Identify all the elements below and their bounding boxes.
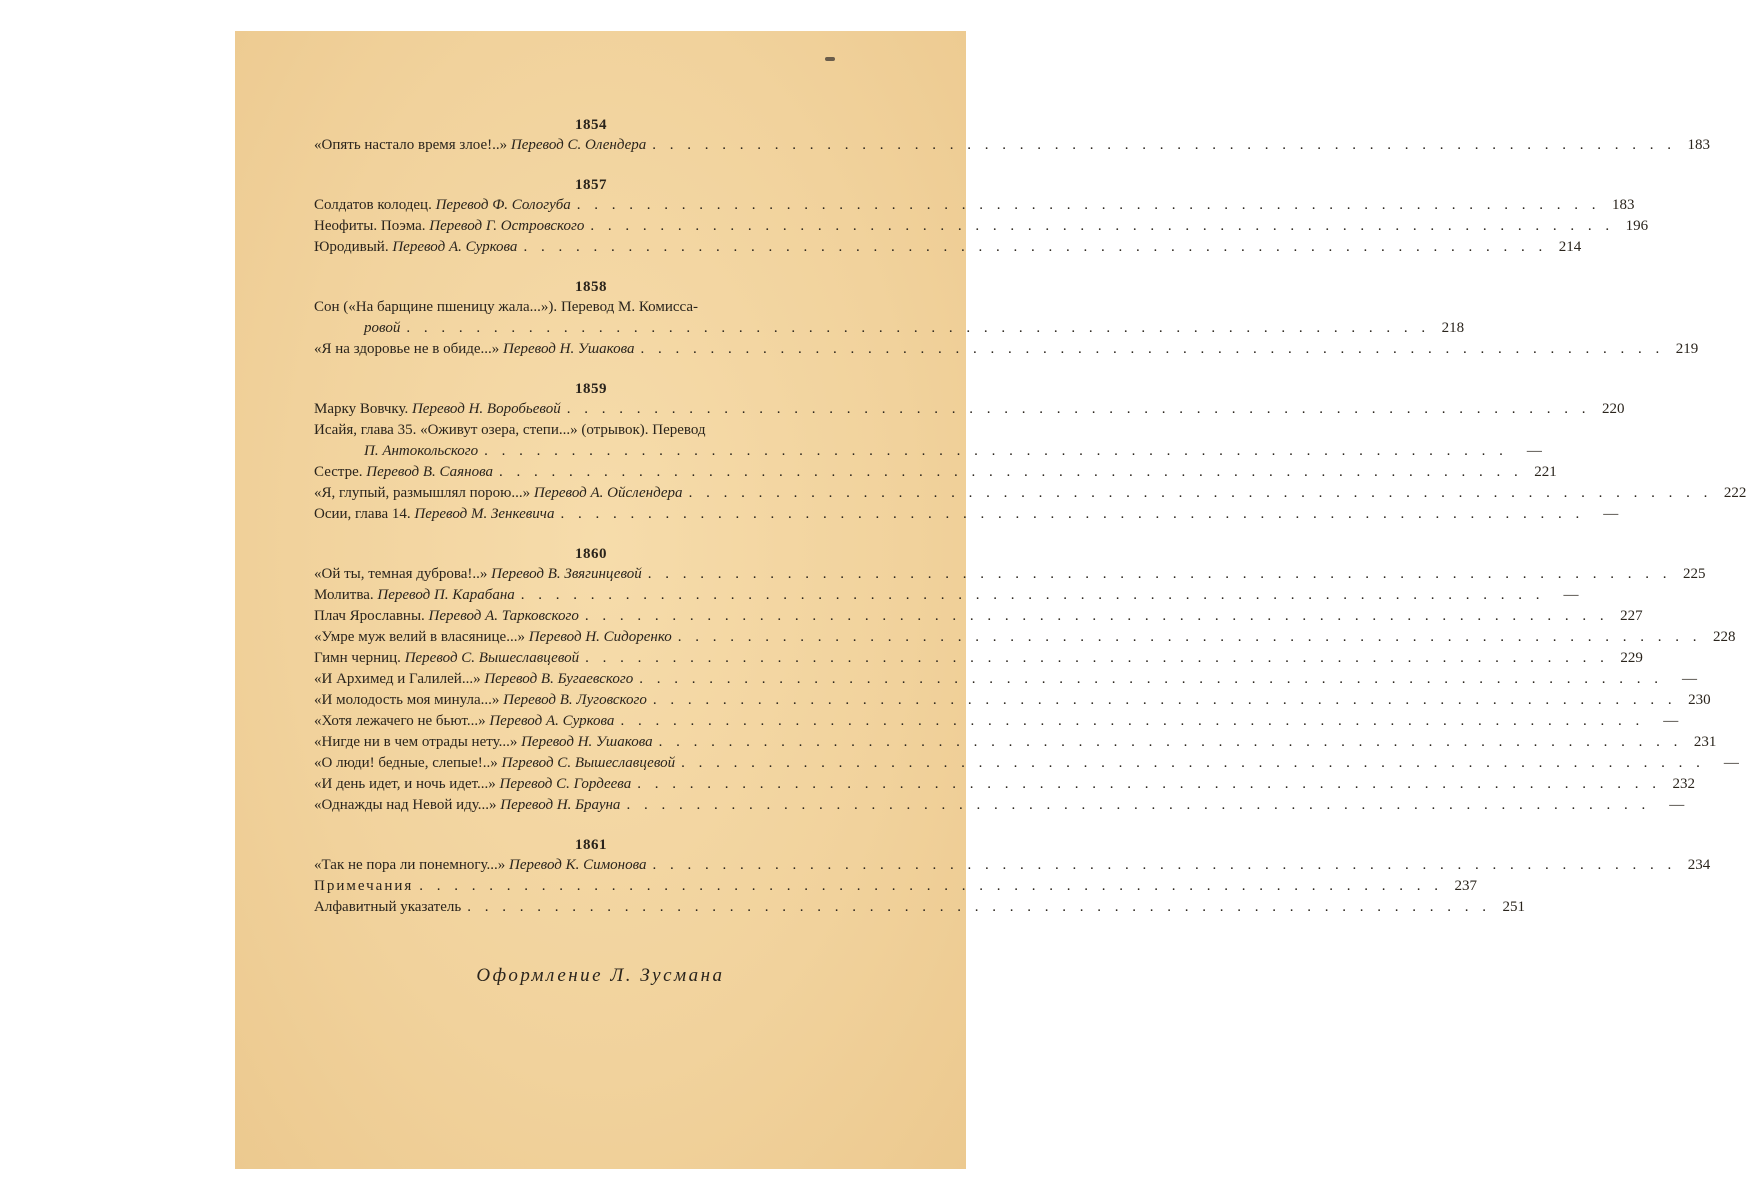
dot-leader: . . . . . . . . . . . . . . . . . . . . . . . . . . . . . . . . . . . . . . . . . . . . . . . . . . . . . . . . . . . (620, 713, 1645, 729)
page-number: 231 (1693, 734, 1717, 750)
entry-title: «И молодость моя минула...» (314, 692, 500, 708)
entry-translator: Перевод В. Луговского (503, 692, 647, 708)
entry-title: Гимн черниц. (314, 650, 401, 666)
entry-title: «Я на здоровье не в обиде...» (314, 341, 500, 357)
entry-line (314, 462, 1557, 483)
entry-title: Осии, глава 14. (314, 506, 411, 522)
entry-title: Примечания (314, 878, 414, 894)
entry-title-group (314, 897, 461, 918)
entry-translator: Перевод В. Звягинцевой (491, 566, 642, 582)
entry-translator: Перевод Н. Ушакова (521, 734, 653, 750)
toc-section-1859 (314, 379, 1746, 525)
entry-translator-continuation (364, 318, 400, 339)
toc-entry (314, 795, 1685, 816)
entry-translator: Перевод М. Зенкевича (414, 506, 555, 522)
entry-title-group (314, 237, 517, 258)
entry-title-group (314, 585, 515, 606)
page-number: 228 (1713, 629, 1736, 645)
entry-line (314, 774, 1695, 795)
page-number: — (1681, 671, 1697, 687)
page-number: 222 (1723, 485, 1746, 501)
design-credit: Оформление Л. Зусмана (476, 965, 725, 986)
page-number: 220 (1601, 401, 1625, 417)
toc-entry (314, 339, 1699, 360)
entry-translator: Перевод Ф. Сологуба (435, 197, 571, 213)
entry-line (314, 195, 1635, 216)
entry-title: «И день идет, и ночь идет...» (314, 776, 496, 792)
entry-line (314, 897, 1525, 918)
entry-translator: Перевод А. Суркова (489, 713, 615, 729)
entry-title: «Умре муж велий в власянице...» (314, 629, 525, 645)
entry-title: Неофиты. Поэма. (314, 218, 426, 234)
entry-title-group (314, 299, 698, 315)
dot-leader: . . . . . . . . . . . . . . . . . . . . . . . . . . . . . . . . . . . . . . . . . . . . . . . . . . . . . . . . . . . (658, 734, 1683, 750)
entry-title: Солдатов колодец. (314, 197, 432, 213)
entry-title-group (314, 462, 493, 483)
dot-leader: . . . . . . . . . . . . . . . . . . . . . . . . . . . . . . . . . . . . . . . . . . . . . . . . . . . . . . . . . . . (585, 650, 1609, 666)
toc-entry (314, 564, 1706, 585)
toc-entry (314, 606, 1643, 627)
dot-leader: . . . . . . . . . . . . . . . . . . . . . . . . . . . . . . . . . . . . . . . . . . . . . . . . . . . . . . . . . . . (688, 485, 1713, 501)
entry-title-group (314, 564, 642, 585)
entry-translator: Перевод А. Ойслендера (533, 485, 683, 501)
entry-line (314, 564, 1706, 585)
entry-translator: Перевод С. Олендера (510, 137, 647, 153)
entry-title-group (314, 855, 647, 876)
dot-leader: . . . . . . . . . . . . . . . . . . . . . . . . . . . . . . . . . . . . . . . . . . . . . . . . . . . . . . . . . . . (639, 671, 1663, 687)
page-number: — (1669, 797, 1685, 813)
page-number: 219 (1675, 341, 1699, 357)
entry-title-group (314, 711, 614, 732)
toc-entry (314, 648, 1643, 669)
dot-leader: . . . . . . . . . . . . . . . . . . . . . . . . . . . . . . . . . . . . . . . . . . . . . . . . . . . . . . . . . . . (652, 692, 1677, 708)
page-number: 230 (1688, 692, 1711, 708)
entry-translator: Перевод С. Вышеславцевой (404, 650, 580, 666)
toc-section-1857 (314, 175, 1649, 258)
entry-line (314, 732, 1717, 753)
entry-title: «Хотя лежачего не бьют...» (314, 713, 486, 729)
toc-entry (314, 855, 1711, 876)
entry-title: «Так не пора ли понемногу...» (314, 857, 506, 873)
page-number: 183 (1612, 197, 1635, 213)
entry-translator: Перевод Н. Ушакова (503, 341, 635, 357)
entry-title: «И Архимед и Галилей...» (314, 671, 481, 687)
dot-leader: . . . . . . . . . . . . . . . . . . . . . . . . . . . . . . . . . . . . . . . . . . . . . . . . . . . . . . . . . . . (640, 341, 1665, 357)
page-number: — (1526, 443, 1542, 459)
page-number: 227 (1620, 608, 1643, 624)
entry-line (314, 855, 1711, 876)
toc-entry (314, 585, 1579, 606)
page-number: 232 (1672, 776, 1695, 792)
dot-leader: . . . . . . . . . . . . . . . . . . . . . . . . . . . . . . . . . . . . . . . . . . . . . . . . . . . . . . . . . . . (652, 857, 1677, 873)
page-number: — (1663, 713, 1679, 729)
toc-entry (314, 195, 1635, 216)
entry-title-group (314, 876, 413, 897)
entry-translator: Перевод Н. Брауна (500, 797, 621, 813)
entry-title-group (314, 195, 571, 216)
page-number: — (1563, 587, 1579, 603)
entry-title-group (314, 753, 675, 774)
entry-line (314, 669, 1697, 690)
entry-title-group (314, 422, 706, 438)
entry-title-group (314, 483, 683, 504)
entry-continuation-line (314, 318, 1465, 339)
toc-entry (314, 135, 1711, 156)
dot-leader: . . . . . . . . . . . . . . . . . . . . . . . . . . . . . . . . . . . . . . . . . . . . . . . . . . . . . . . . . . . (498, 464, 1523, 480)
entry-line (314, 711, 1679, 732)
entry-title: «О люди! бедные, слепые!..» (314, 755, 498, 771)
entry-translator: Перевод В. Бугаевского (484, 671, 634, 687)
entry-line (314, 399, 1625, 420)
section-year: 1854 (575, 117, 607, 133)
dot-leader: . . . . . . . . . . . . . . . . . . . . . . . . . . . . . . . . . . . . . . . . . . . . . . . . . . . . . . . . . . . (626, 797, 1651, 813)
entry-translator: Перевод (652, 422, 706, 438)
entry-title-group (314, 648, 579, 669)
page-number: 214 (1558, 239, 1582, 255)
entry-continuation-line (314, 441, 1542, 462)
toc-section-1854 (314, 115, 1711, 156)
dot-leader: . . . . . . . . . . . . . . . . . . . . . . . . . . . . . . . . . . . . . . . . . . . . . . . . . . . . . . . . . . . (560, 506, 1585, 522)
toc-entry (314, 216, 1649, 237)
entry-title-group (314, 135, 646, 156)
toc-section-1860 (314, 544, 1739, 816)
entry-translator: Перевод А. Суркова (392, 239, 518, 255)
section-year: 1858 (575, 279, 607, 295)
entry-line (314, 216, 1649, 237)
dot-leader: . . . . . . . . . . . . . . . . . . . . . . . . . . . . . . . . . . . . . . . . . . . . . . . . . . . . . . . . . . . (681, 755, 1705, 771)
entry-title: Сестре. (314, 464, 363, 480)
toc-entry (314, 690, 1711, 711)
toc-entry (314, 237, 1582, 258)
page-number: 234 (1687, 857, 1711, 873)
entry-translator: Перевод С. Гордеева (499, 776, 632, 792)
entry-title: «Ой ты, темная дуброва!..» (314, 566, 488, 582)
section-year: 1861 (575, 837, 607, 853)
entry-title-group (314, 774, 631, 795)
entry-line (314, 690, 1711, 711)
dot-leader: . . . . . . . . . . . . . . . . . . . . . . . . . . . . . . . . . . . . . . . . . . . . . . . . . . . . . . . . . . . (566, 401, 1591, 417)
entry-line (314, 585, 1579, 606)
entry-translator: Перевод А. Тарковского (428, 608, 579, 624)
entry-translator: Перевод К. Симонова (509, 857, 647, 873)
dot-leader: . . . . . . . . . . . . . . . . . . . . . . . . . . . . . . . . . . . . . . . . . . . . . . . . . . . . . . . . . . . (647, 566, 1672, 582)
entry-title-group (314, 732, 653, 753)
dot-leader: . . . . . . . . . . . . . . . . . . . . . . . . . . . . . . . . . . . . . . . . . . . . . . . . . . . . . . . . . . . (520, 587, 1545, 603)
entry-title-group (314, 669, 633, 690)
entry-line (314, 504, 1619, 525)
dot-leader: . . . . . . . . . . . . . . . . . . . . . . . . . . . . . . . . . . . . . . . . . . . . . . . . . . . . . . . . . . . (584, 608, 1609, 624)
entry-title: «Нигде ни в чем отрады нету...» (314, 734, 518, 750)
toc-entry (314, 462, 1557, 483)
entry-translator: Пгревод С. Вышеславцевой (501, 755, 676, 771)
toc-entry (314, 399, 1625, 420)
entry-line (314, 795, 1685, 816)
entry-line (314, 606, 1643, 627)
entry-title: Сон («На барщине пшеницу жала...»). (314, 299, 558, 315)
toc-entry (314, 669, 1697, 690)
dot-leader: . . . . . . . . . . . . . . . . . . . . . . . . . . . . . . . . . . . . . . . . . . . . . . . . . . . . . . . . . . . (484, 443, 1508, 459)
table-of-contents (314, 115, 1746, 937)
entry-title-group (314, 795, 620, 816)
entry-title-group (314, 216, 584, 237)
toc-entry (314, 897, 1525, 918)
entry-title-group (314, 627, 672, 648)
entry-title-group (314, 399, 561, 420)
entry-first-line (314, 420, 868, 441)
entry-first-line (314, 297, 868, 318)
section-year: 1859 (575, 381, 607, 397)
toc-entry (314, 627, 1736, 648)
entry-translator-continuation (364, 441, 478, 462)
page-number: 196 (1625, 218, 1649, 234)
toc-entry (314, 732, 1717, 753)
toc-section-1858 (314, 277, 1699, 360)
section-year: 1860 (575, 546, 607, 562)
toc-entry (314, 774, 1695, 795)
dot-leader: . . . . . . . . . . . . . . . . . . . . . . . . . . . . . . . . . . . . . . . . . . . . . . . . . . . . . . . . . . . (677, 629, 1702, 645)
entry-title: «Я, глупый, размышлял порою...» (314, 485, 531, 501)
toc-entry (314, 711, 1679, 732)
entry-line (314, 627, 1736, 648)
page-number: 218 (1441, 320, 1465, 336)
toc-entry (314, 876, 1478, 897)
toc-entry (314, 420, 1542, 462)
toc-entry (314, 483, 1746, 504)
dot-leader: . . . . . . . . . . . . . . . . . . . . . . . . . . . . . . . . . . . . . . . . . . . . . . . . . . . . . . . . . . . (419, 878, 1444, 894)
entry-line (314, 753, 1739, 774)
entry-title: Молитва. (314, 587, 374, 603)
entry-translator: Перевод Г. Островского (429, 218, 585, 234)
dot-leader: . . . . . . . . . . . . . . . . . . . . . . . . . . . . . . . . . . . . . . . . . . . . . . . . . . . . . . . . . . . (652, 137, 1677, 153)
book-page (235, 31, 1746, 1169)
continuation-text: ровой (364, 320, 401, 336)
page-number: — (1603, 506, 1619, 522)
toc-section-1861 (314, 835, 1711, 918)
entry-line (314, 876, 1478, 897)
entry-title: Марку Вовчку. (314, 401, 409, 417)
entry-line (314, 237, 1582, 258)
entry-title: Алфавитный указатель (314, 899, 462, 915)
entry-title-group (314, 690, 647, 711)
entry-line (314, 483, 1746, 504)
page-number: 237 (1454, 878, 1478, 894)
page-number: — (1723, 755, 1739, 771)
entry-title: Плач Ярославны. (314, 608, 425, 624)
dot-leader: . . . . . . . . . . . . . . . . . . . . . . . . . . . . . . . . . . . . . . . . . . . . . . . . . . . . . . . . . . . (467, 899, 1491, 915)
section-year: 1857 (575, 177, 607, 193)
toc-entry (314, 297, 1465, 339)
entry-translator: Перевод Н. Воробьевой (411, 401, 561, 417)
entry-line (314, 135, 1711, 156)
entry-title: Исайя, глава 35. «Оживут озера, степи...» (отрывок). (314, 422, 649, 438)
dot-leader: . . . . . . . . . . . . . . . . . . . . . . . . . . . . . . . . . . . . . . . . . . . . . . . . . . . . . . . . . . . (523, 239, 1548, 255)
entry-line (314, 339, 1699, 360)
ink-speck (825, 57, 835, 61)
entry-title: «Однажды над Невой иду...» (314, 797, 497, 813)
dot-leader: . . . . . . . . . . . . . . . . . . . . . . . . . . . . . . . . . . . . . . . . . . . . . . . . . . . . . . . . . . . (406, 320, 1431, 336)
entry-line (314, 648, 1643, 669)
entry-translator: Перевод П. Карабана (377, 587, 515, 603)
entry-title-group (314, 606, 579, 627)
dot-leader: . . . . . . . . . . . . . . . . . . . . . . . . . . . . . . . . . . . . . . . . . . . . . . . . . . . . . . . . . . . (637, 776, 1661, 792)
entry-translator: Перевод Н. Сидоренко (528, 629, 672, 645)
page-number: 229 (1620, 650, 1643, 666)
entry-title-group (314, 504, 554, 525)
toc-entry (314, 753, 1739, 774)
dot-leader: . . . . . . . . . . . . . . . . . . . . . . . . . . . . . . . . . . . . . . . . . . . . . . . . . . . . . . . . . . . (576, 197, 1601, 213)
page-number: 225 (1683, 566, 1706, 582)
continuation-text: П. Антокольского (364, 443, 479, 459)
entry-translator: Перевод М. Комисса- (560, 299, 698, 315)
toc-entry (314, 504, 1619, 525)
entry-translator: Перевод В. Саянова (366, 464, 493, 480)
entry-title: Юродивый. (314, 239, 389, 255)
page-number: 251 (1502, 899, 1525, 915)
entry-title-group (314, 339, 635, 360)
page-number: 183 (1687, 137, 1711, 153)
page-number: 221 (1534, 464, 1557, 480)
dot-leader: . . . . . . . . . . . . . . . . . . . . . . . . . . . . . . . . . . . . . . . . . . . . . . . . . . . . . . . . . . . (590, 218, 1615, 234)
entry-title: «Опять настало время злое!..» (314, 137, 508, 153)
